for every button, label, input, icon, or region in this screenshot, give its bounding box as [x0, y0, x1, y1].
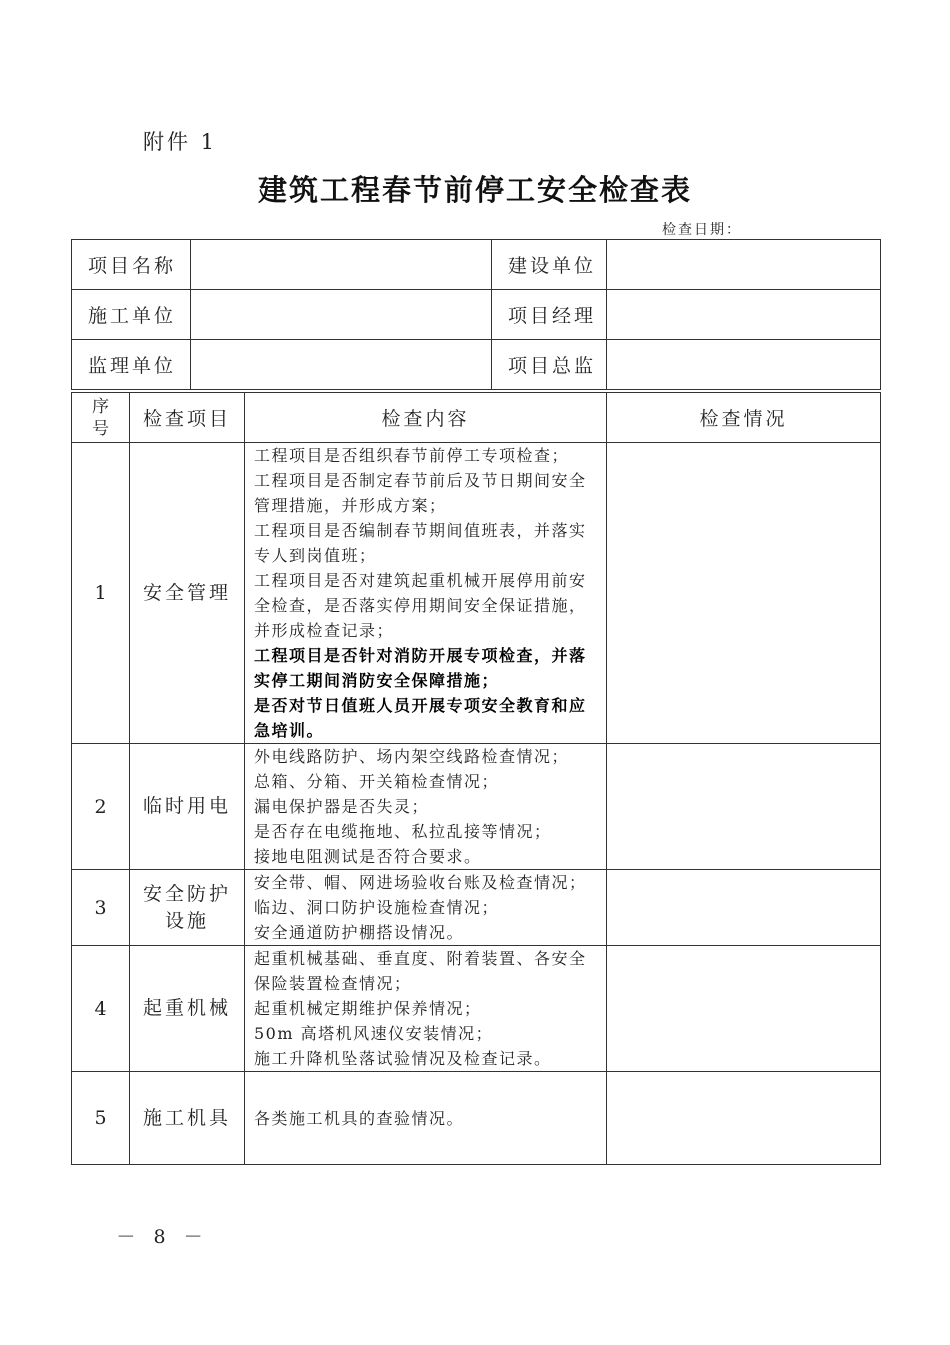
row-item: 起重机械	[130, 946, 245, 1072]
table-row	[72, 946, 881, 1072]
content-line: 工程项目是否针对消防开展专项检查，并落实停工期间消防安全保障措施；	[254, 646, 587, 690]
row-content	[245, 946, 607, 1072]
row-content	[245, 1072, 607, 1165]
content-line: 安全通道防护棚搭设情况。	[254, 923, 465, 942]
header-result: 检查情况	[607, 393, 881, 443]
info-row	[72, 290, 881, 340]
chief-supervisor-label: 项目总监	[492, 340, 607, 390]
table-row	[72, 870, 881, 946]
content-line: 施工升降机坠落试验情况及检查记录。	[254, 1049, 552, 1068]
construction-party-label: 建设单位	[492, 240, 607, 290]
row-content	[245, 744, 607, 870]
content-line: 起重机械定期维护保养情况；	[254, 999, 482, 1018]
content-line: 临边、洞口防护设施检查情况；	[254, 898, 500, 917]
row-result-field[interactable]	[607, 946, 881, 1072]
table-row	[72, 443, 881, 744]
project-manager-label: 项目经理	[492, 290, 607, 340]
contractor-label: 施工单位	[72, 290, 191, 340]
content-line: 各类施工机具的查验情况。	[254, 1108, 465, 1128]
header-row	[72, 393, 881, 443]
content-line: 接地电阻测试是否符合要求。	[254, 847, 482, 866]
table-row	[72, 744, 881, 870]
contractor-field[interactable]	[191, 290, 492, 340]
content-line: 工程项目是否编制春节期间值班表，并落实专人到岗值班；	[254, 521, 587, 565]
content-line: 是否存在电缆拖地、私拉乱接等情况；	[254, 822, 552, 841]
table-row	[72, 1072, 881, 1165]
content-line: 是否对节日值班人员开展专项安全教育和应急培训。	[254, 696, 587, 740]
content-line: 工程项目是否对建筑起重机械开展停用前安全检查，是否落实停用期间安全保证措施，并形成检查记录；	[254, 571, 587, 640]
content-line: 总箱、分箱、开关箱检查情况；	[254, 772, 500, 791]
construction-party-field[interactable]	[607, 240, 881, 290]
content-line: 工程项目是否制定春节前后及节日期间安全管理措施，并形成方案；	[254, 471, 587, 515]
content-line: 50m 高塔机风速仪安装情况；	[254, 1024, 494, 1043]
supervisor-unit-label: 监理单位	[72, 340, 191, 390]
row-seq: 2	[72, 744, 130, 870]
content-line: 工程项目是否组织春节前停工专项检查；	[254, 446, 570, 465]
attachment-label: 附件 1	[143, 130, 218, 154]
project-manager-field[interactable]	[607, 290, 881, 340]
row-seq: 4	[72, 946, 130, 1072]
content-line: 外电线路防护、场内架空线路检查情况；	[254, 747, 570, 766]
project-name-label: 项目名称	[72, 240, 191, 290]
info-row	[72, 340, 881, 390]
header-item: 检查项目	[130, 393, 245, 443]
row-content	[245, 443, 607, 744]
chief-supervisor-field[interactable]	[607, 340, 881, 390]
project-info-table	[71, 239, 881, 390]
row-result-field[interactable]	[607, 870, 881, 946]
supervisor-unit-field[interactable]	[191, 340, 492, 390]
row-item: 安全防护设施	[142, 882, 231, 932]
row-item: 临时用电	[130, 744, 245, 870]
row-content	[245, 870, 607, 946]
content-line: 漏电保护器是否失灵；	[254, 797, 430, 816]
inspection-table	[71, 392, 881, 1165]
row-result-field[interactable]	[607, 744, 881, 870]
content-line: 安全带、帽、网进场验收台账及检查情况；	[254, 873, 587, 892]
info-row	[72, 240, 881, 290]
row-result-field[interactable]	[607, 443, 881, 744]
row-seq: 3	[72, 870, 130, 946]
header-seq: 序号	[92, 396, 109, 439]
row-seq: 1	[72, 443, 130, 744]
row-item: 安全管理	[130, 443, 245, 744]
header-content: 检查内容	[245, 393, 607, 443]
row-seq: 5	[72, 1072, 130, 1165]
project-name-field[interactable]	[191, 240, 492, 290]
row-result-field[interactable]	[607, 1072, 881, 1165]
content-line: 起重机械基础、垂直度、附着装置、各安全保险装置检查情况；	[254, 949, 587, 993]
check-date-label: 检查日期：	[662, 222, 742, 238]
document-title: 建筑工程春节前停工安全检查表	[257, 173, 692, 207]
row-item: 施工机具	[130, 1072, 245, 1165]
page-number: － 8 －	[116, 1226, 209, 1248]
